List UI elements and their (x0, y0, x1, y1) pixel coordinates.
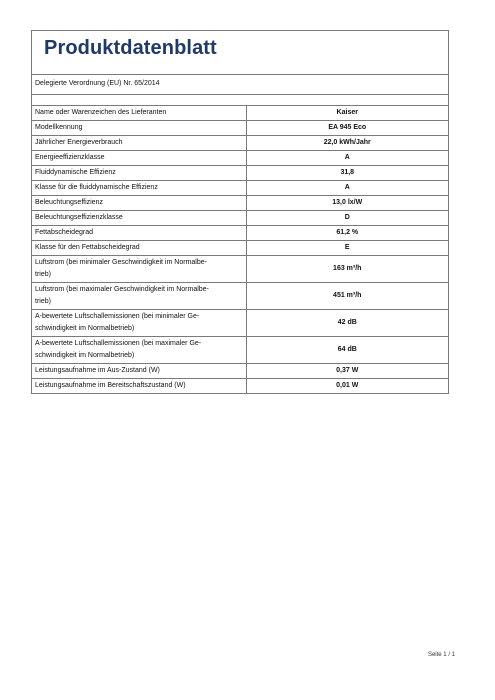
row-value: A (246, 151, 448, 166)
table-row (32, 283, 448, 310)
row-label: Jährlicher Energieverbrauch (32, 136, 246, 151)
page-number: Seite 1 / 1 (427, 652, 455, 658)
row-label: Leistungsaufnahme im Bereitschaftszustand (W) (32, 379, 246, 394)
product-data-sheet (31, 30, 449, 394)
spacer-row (32, 95, 448, 106)
row-label: Leistungsaufnahme im Aus-Zustand (W) (32, 364, 246, 379)
table-row (32, 226, 448, 241)
table-row (32, 136, 448, 151)
row-value: D (246, 211, 448, 226)
row-label: A-bewertete Luftschallemissionen (bei maximaler Ge- schwindigkeit im Normalbetrieb) (32, 337, 246, 364)
row-label: Beleuchtungseffizienzklasse (32, 211, 246, 226)
row-label: Luftstrom (bei minimaler Geschwindigkeit im Normalbe- trieb) (32, 256, 246, 283)
table-row (32, 337, 448, 364)
row-value: E (246, 241, 448, 256)
row-label: Klasse für den Fettabscheidegrad (32, 241, 246, 256)
table-row (32, 196, 448, 211)
row-value: 22,0 kWh/Jahr (246, 136, 448, 151)
row-value: 0,37 W (246, 364, 448, 379)
row-value: 451 m³/h (246, 283, 448, 310)
table-row (32, 310, 448, 337)
row-value: A (246, 181, 448, 196)
spec-table (32, 106, 448, 393)
spec-table-body (32, 106, 448, 393)
regulation-row (32, 75, 448, 95)
row-value: 42 dB (246, 310, 448, 337)
row-label: Modellkennung (32, 121, 246, 136)
row-label: Energieeffizienzklasse (32, 151, 246, 166)
table-row (32, 256, 448, 283)
row-value: EA 945 Eco (246, 121, 448, 136)
table-row (32, 211, 448, 226)
row-label: Name oder Warenzeichen des Lieferanten (32, 106, 246, 121)
table-row (32, 181, 448, 196)
regulation-text: Delegierte Verordnung (EU) Nr. 65/2014 (35, 80, 160, 87)
row-value: 13,0 lx/W (246, 196, 448, 211)
table-row (32, 151, 448, 166)
row-label: Beleuchtungseffizienz (32, 196, 246, 211)
table-row (32, 166, 448, 181)
row-value: Kaiser (246, 106, 448, 121)
row-value: 61,2 % (246, 226, 448, 241)
row-label: A-bewertete Luftschallemissionen (bei minimaler Ge- schwindigkeit im Normalbetrieb) (32, 310, 246, 337)
title-row (32, 31, 448, 75)
table-row (32, 364, 448, 379)
row-value: 64 dB (246, 337, 448, 364)
row-value: 31,8 (246, 166, 448, 181)
table-row (32, 241, 448, 256)
row-value: 163 m³/h (246, 256, 448, 283)
row-label: Fettabscheidegrad (32, 226, 246, 241)
row-label: Klasse für die fluiddynamische Effizienz (32, 181, 246, 196)
row-label: Luftstrom (bei maximaler Geschwindigkeit im Normalbe- trieb) (32, 283, 246, 310)
row-value: 0,01 W (336, 382, 359, 389)
page-title: Produktdatenblatt (44, 37, 217, 59)
row-label: Fluiddynamische Effizienz (32, 166, 246, 181)
table-row (32, 379, 448, 394)
table-row (32, 106, 448, 121)
table-row (32, 121, 448, 136)
